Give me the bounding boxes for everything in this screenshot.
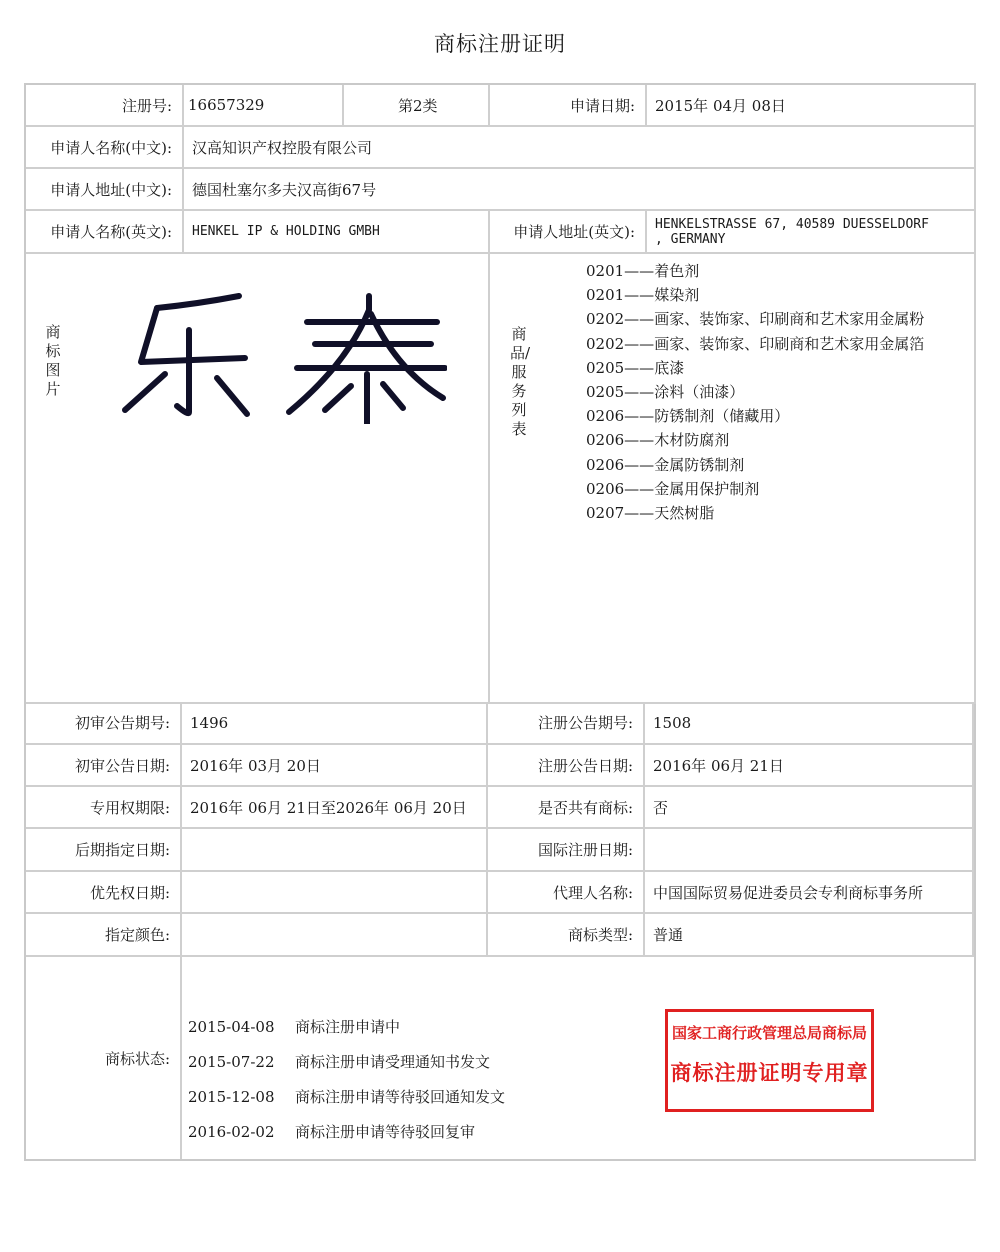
priority-label: 优先权日期: xyxy=(26,872,182,914)
reg-pub-date-value: 2016年 06月 21日 xyxy=(645,745,974,787)
prelim-no-value: 1496 xyxy=(182,702,488,745)
status-entry: 2015-07-22 商标注册申请受理通知书发文 xyxy=(188,1053,491,1071)
seal-authority: 国家工商行政管理总局商标局 xyxy=(671,1024,867,1042)
reg-pub-date-label: 注册公告日期: xyxy=(488,745,645,787)
prelim-date-value: 2016年 03月 20日 xyxy=(182,745,488,787)
goods-item: 0206——防锈制剂（储藏用） xyxy=(586,407,790,426)
prelim-no-label: 初审公告期号: xyxy=(26,702,182,745)
status-entry: 2015-04-08 商标注册申请中 xyxy=(188,1018,401,1036)
applicant-addr-en-value xyxy=(647,211,976,254)
later-date-label: 后期指定日期: xyxy=(26,829,182,872)
applicant-addr-cn-label: 申请人地址(中文): xyxy=(26,169,184,211)
certificate-sheet xyxy=(24,83,976,1161)
color-label: 指定颜色: xyxy=(26,914,182,957)
agent-label: 代理人名称: xyxy=(488,872,645,914)
goods-item: 0206——木材防腐剂 xyxy=(586,431,730,450)
applicant-addr-en-label: 申请人地址(英文): xyxy=(490,211,647,254)
status-label: 商标状态: xyxy=(26,957,182,1159)
applicant-name-en-label: 申请人名称(英文): xyxy=(26,211,184,254)
term-value: 2016年 06月 21日至2026年 06月 20日 xyxy=(182,787,488,829)
intl-date-label: 国际注册日期: xyxy=(488,829,645,872)
type-label: 商标类型: xyxy=(488,914,645,957)
goods-item: 0201——媒染剂 xyxy=(586,286,700,305)
app-date-label: 申请日期: xyxy=(490,85,647,127)
trademark-text xyxy=(0,0,1,1)
mark-image-label: 商标图片 xyxy=(45,323,61,398)
trademark-image xyxy=(117,274,447,424)
shared-label: 是否共有商标: xyxy=(488,787,645,829)
applicant-addr-cn-value: 德国杜塞尔多夫汉高街67号 xyxy=(184,169,976,211)
prelim-date-label: 初审公告日期: xyxy=(26,745,182,787)
applicant-name-cn-label: 申请人名称(中文): xyxy=(26,127,184,169)
goods-item: 0206——金属防锈制剂 xyxy=(586,455,745,474)
seal-purpose: 商标注册证明专用章 xyxy=(670,1060,869,1085)
goods-item: 0202——画家、装饰家、印刷商和艺术家用金属粉 xyxy=(586,310,925,329)
term-label: 专用权期限: xyxy=(26,787,182,829)
goods-list-label: 商品/服务列表 xyxy=(510,325,531,438)
applicant-name-cn-value: 汉高知识产权控股有限公司 xyxy=(184,127,976,169)
status-entry: 2015-12-08 商标注册申请等待驳回通知发文 xyxy=(188,1088,506,1106)
addr-en-line1: HENKELSTRASSE 67, 40589 DUESSELDORF xyxy=(655,216,929,232)
agent-value: 中国国际贸易促进委员会专利商标事务所 xyxy=(645,872,974,914)
status-list xyxy=(188,1013,505,1153)
applicant-name-en-value: HENKEL IP & HOLDING GMBH xyxy=(184,211,490,254)
reg-no-label: 注册号: xyxy=(26,85,184,127)
official-seal xyxy=(665,1009,874,1112)
goods-item: 0202——画家、装饰家、印刷商和艺术家用金属箔 xyxy=(586,334,925,353)
goods-item: 0206——金属用保护制剂 xyxy=(586,479,760,498)
document-title: 商标注册证明 xyxy=(434,32,566,56)
addr-en-line2: , GERMANY xyxy=(655,231,726,247)
goods-item: 0205——底漆 xyxy=(586,358,685,377)
status-entry: 2016-02-02 商标注册申请等待驳回复审 xyxy=(188,1123,476,1141)
trademark-drawing xyxy=(117,274,447,424)
goods-item: 0205——涂料（油漆） xyxy=(586,382,745,401)
class-value: 第2类 xyxy=(344,85,490,127)
goods-list xyxy=(586,259,924,525)
app-date-value: 2015年 04月 08日 xyxy=(647,85,976,127)
reg-pub-no-label: 注册公告期号: xyxy=(488,702,645,745)
reg-pub-no-value: 1508 xyxy=(645,702,974,745)
goods-item: 0201——着色剂 xyxy=(586,262,700,280)
reg-no-value: 16657329 xyxy=(184,85,344,127)
goods-item: 0207——天然树脂 xyxy=(586,503,715,522)
shared-value: 否 xyxy=(645,787,974,829)
type-value: 普通 xyxy=(645,914,974,957)
